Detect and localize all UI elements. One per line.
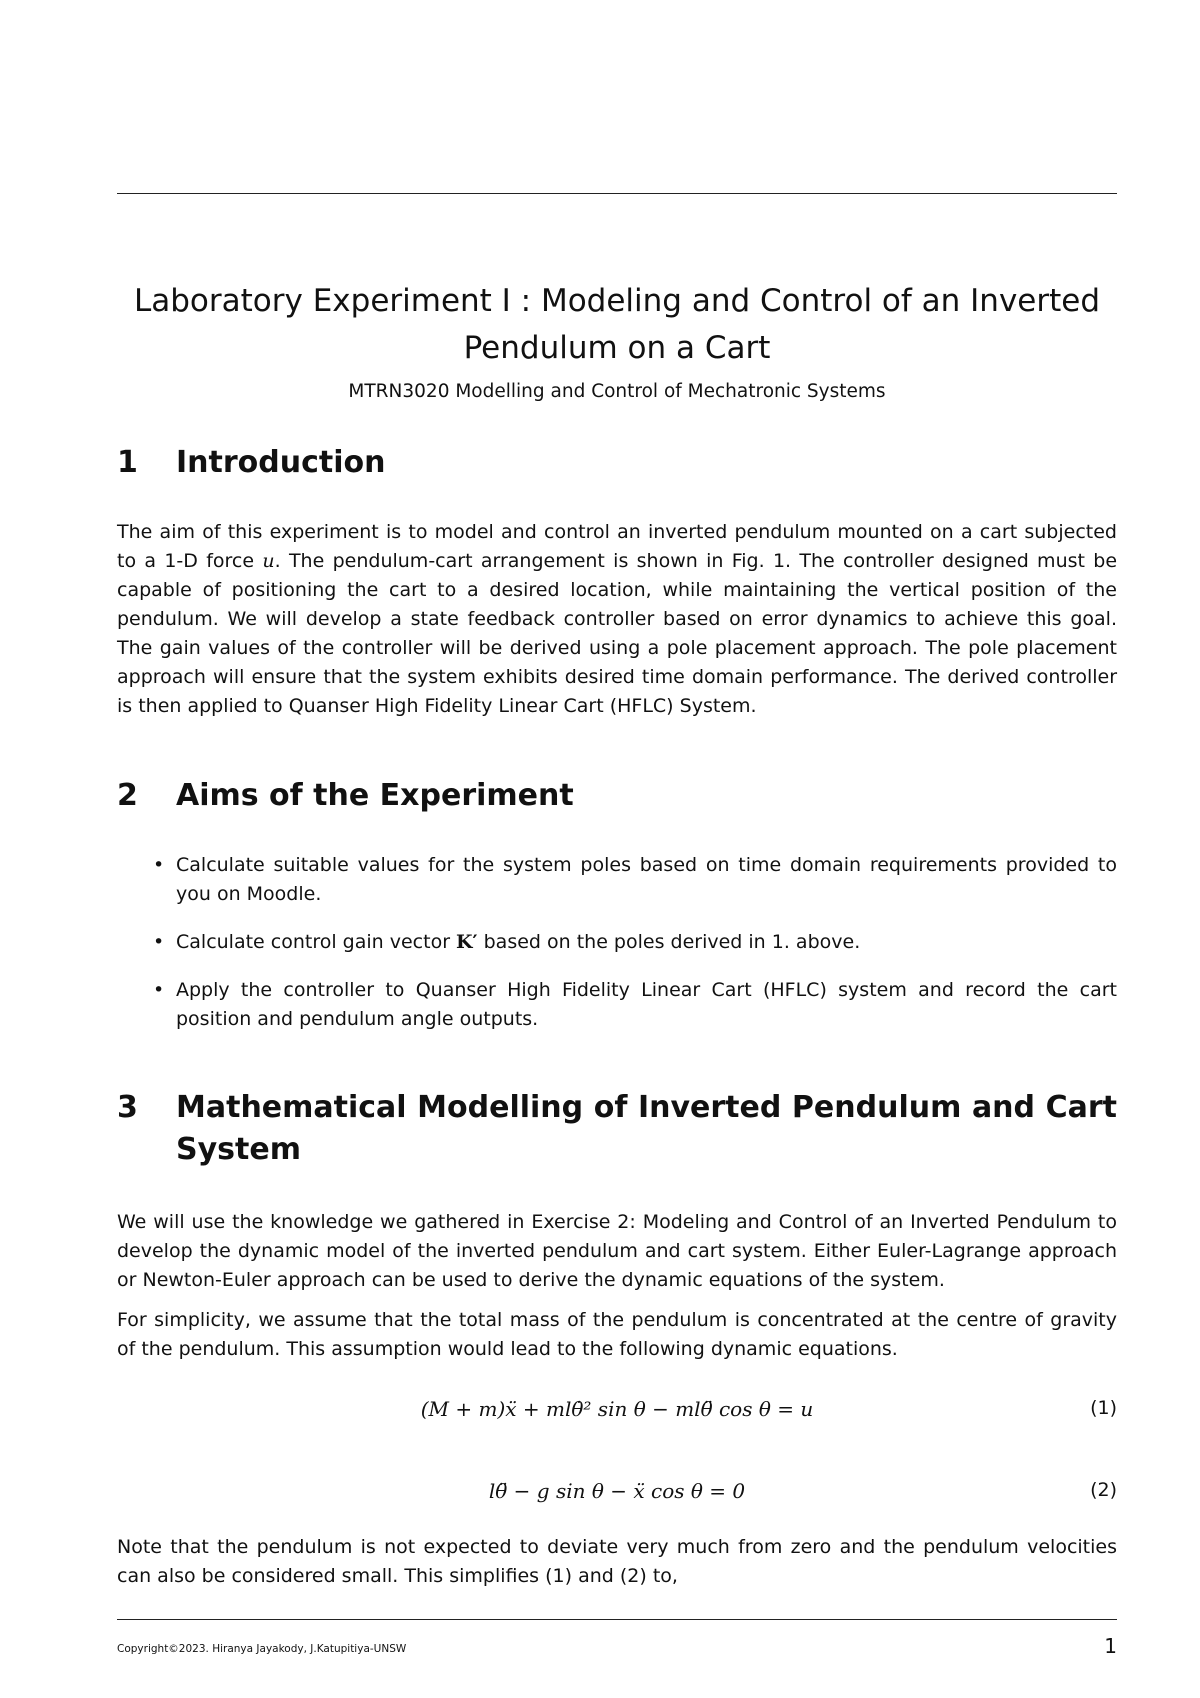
bullet-icon: • [153,854,165,876]
equation-1 [117,1397,1117,1431]
list-item: • Calculate control gain vector K′ based on the poles derived in 1. above. [117,928,1117,957]
section-title: Introduction [176,445,386,480]
variable-u: u [262,550,275,572]
bullet-icon: • [153,979,165,1001]
list-item: • Apply the controller to Quanser High Fidelity Linear Cart (HFLC) system and record the cart position and pendulum angle outputs. [117,976,1117,1034]
introduction-paragraph: The aim of this experiment is to model and control an inverted pendulum mounted on a cart subjected to a 1-D force u. The pendulum-cart arrangement is shown in Fig. 1. The controller designed must be capable of positioning the cart to a desired location, while maintaining the vertical position of the pendulum. We will develop a state feedback controller based on error dynamics to achieve this goal. The gain values of the controller will be derived using a pole placement approach. The pole placement approach will ensure that the system exhibits desired time domain performance. The derived controller is then applied to Quanser High Fidelity Linear Cart (HFLC) System. [117,521,1118,717]
footer-rule [117,1619,1117,1620]
page-number: 1 [1104,1634,1117,1658]
title-line-1: Laboratory Experiment I : Modeling and Control of an Inverted [133,283,1101,319]
section-number: 2 [117,778,138,813]
copyright-notice: Copyright©2023. Hiranya Jayakody, J.Katupitiya-UNSW [117,1643,407,1655]
equation-number: (1) [1090,1397,1117,1419]
equation-number: (2) [1090,1479,1117,1501]
document-title [117,278,1117,372]
document-subtitle: MTRN3020 Modelling and Control of Mechatronic Systems [348,381,886,402]
bullet-icon: • [153,931,165,953]
aims-list [117,851,1117,1053]
section-1-heading [117,442,1117,484]
list-item: • Calculate suitable values for the system poles based on time domain requirements provided to you on Moodle. [117,851,1117,909]
section-number: 3 [117,1090,138,1125]
section-2-heading [117,775,1117,817]
gain-vector-symbol: K′ [456,931,478,953]
section-title: Mathematical Modelling of Inverted Pendulum and Cart System [176,1090,1117,1167]
section-title: Aims of the Experiment [176,778,574,813]
equation-2 [117,1479,1117,1513]
equation-expression: (M + m)ẍ + mlθ̇² sin θ − mlθ̈ cos θ = u [420,1397,814,1421]
header-rule [117,193,1117,194]
title-line-2: Pendulum on a Cart [463,330,771,366]
section-number: 1 [117,445,138,480]
modelling-paragraph-1: We will use the knowledge we gathered in Exercise 2: Modeling and Control of an Inverted Pendulum to develop the dynamic model of the inverted pendulum and cart system. Either Euler-Lagrange approach or Newton-Euler approach can be used to derive the dynamic equations of the system. [117,1211,1117,1291]
equation-expression: lθ̈ − g sin θ − ẍ cos θ = 0 [488,1479,746,1503]
section-3-heading [117,1087,1117,1171]
note-paragraph: Note that the pendulum is not expected to deviate very much from zero and the pendulum velocities can also be considered small. This simplifies (1) and (2) to, [117,1536,1117,1587]
modelling-paragraph-2: For simplicity, we assume that the total mass of the pendulum is concentrated at the centre of gravity of the pendulum. This assumption would lead to the following dynamic equations. [117,1309,1117,1360]
